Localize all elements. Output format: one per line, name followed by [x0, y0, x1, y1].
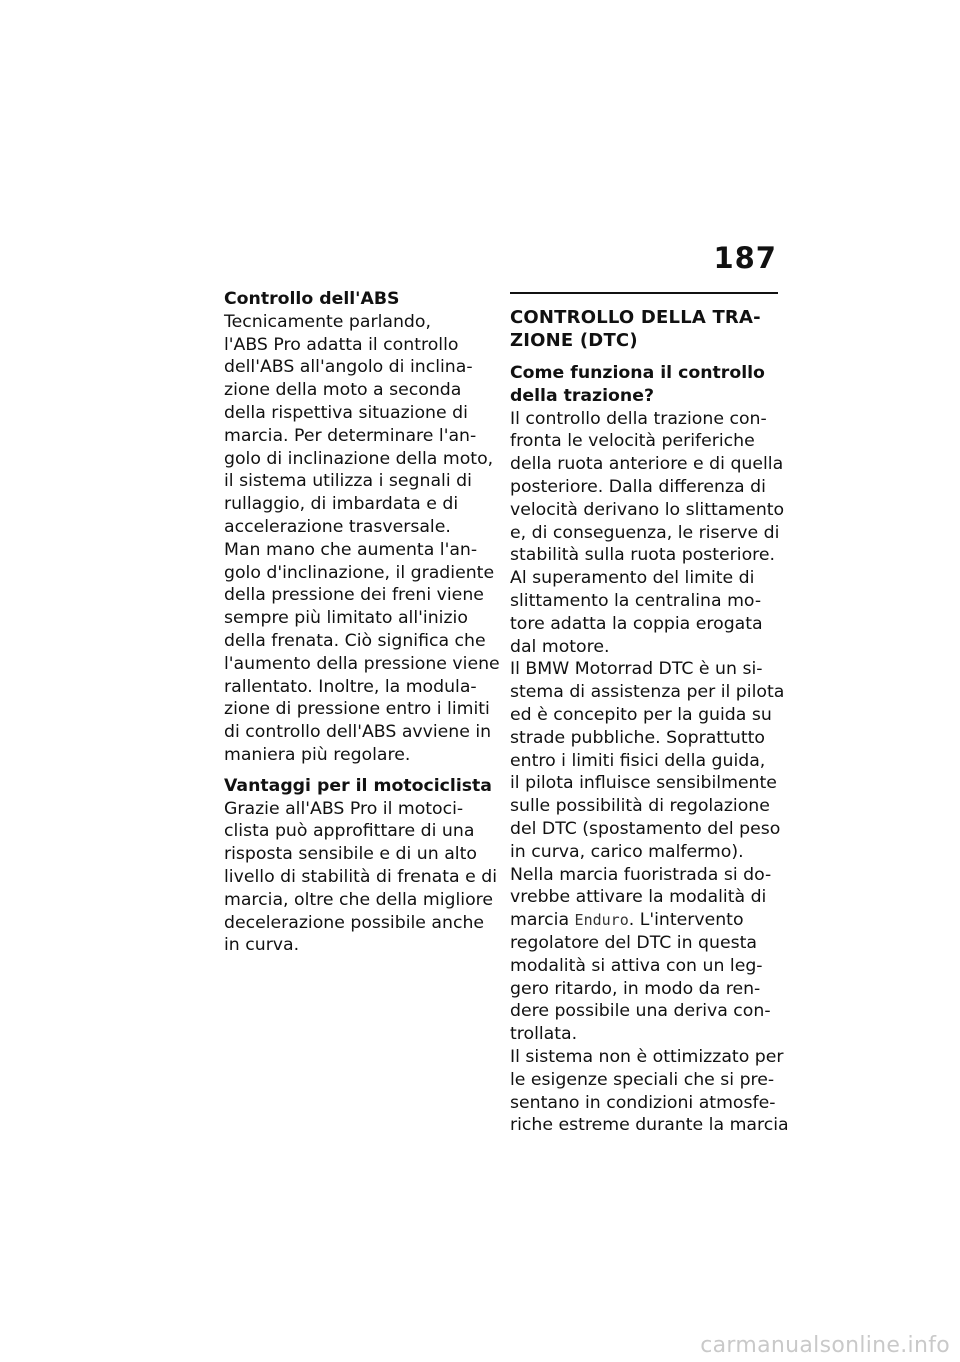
body-line: sempre più limitato all'inizio	[224, 608, 468, 629]
advantages-heading: Vantaggi per il motociclista	[224, 775, 492, 796]
body-line: il pilota influisce sensibilmente	[510, 773, 777, 794]
right-column	[510, 288, 789, 1137]
how-it-works-heading-line-1: Come funziona il controllo	[510, 363, 765, 383]
body-line: Man mano che aumenta l'an-	[224, 539, 478, 560]
body-line: marcia, oltre che della migliore	[224, 889, 494, 910]
page-number: 187	[713, 241, 777, 275]
how-it-works-heading-line-2: della trazione?	[510, 385, 654, 406]
body-line: livello di stabilità di frenata e di	[224, 866, 497, 887]
section-title	[510, 306, 782, 352]
body-line: maniera più regolare.	[224, 744, 411, 765]
body-line: zione della moto a seconda	[224, 380, 462, 401]
body-line: gero ritardo, in modo da ren-	[510, 978, 761, 999]
body-line: l'aumento della pressione viene	[224, 653, 500, 674]
body-line: decelerazione possibile anche	[224, 912, 485, 933]
body-line: trollata.	[510, 1024, 578, 1045]
abs-control-body	[224, 311, 500, 767]
body-line: accelerazione trasversale.	[224, 516, 451, 537]
body-line: Il sistema non è ottimizzato per	[510, 1046, 784, 1067]
body-line: regolatore del DTC in questa	[510, 932, 757, 953]
dtc-mode-line	[510, 909, 782, 932]
enduro-mode-name: Enduro	[574, 911, 629, 930]
body-line: dell'ABS all'angolo di inclina-	[224, 357, 473, 378]
body-line: Grazie all'ABS Pro il motoci-	[224, 798, 464, 819]
body-line: golo di inclinazione della moto,	[224, 448, 494, 469]
site-watermark: carmanualsonline.info	[700, 1333, 950, 1358]
body-line: della ruota anteriore e di quella	[510, 454, 784, 475]
abs-control-section	[224, 288, 500, 767]
how-it-works-section	[510, 362, 789, 1137]
body-line: vrebbe attivare la modalità di	[510, 887, 767, 908]
body-line: della rispettiva situazione di	[224, 402, 468, 423]
body-line: della pressione dei freni viene	[224, 585, 484, 606]
body-line: tore adatta la coppia erogata	[510, 613, 763, 634]
dtc-body-part-1	[510, 408, 785, 910]
dtc-body-part-2	[510, 932, 789, 1137]
body-line: Il BMW Motorrad DTC è un si-	[510, 659, 763, 680]
left-column	[224, 288, 500, 957]
body-line: fronta le velocità periferiche	[510, 431, 755, 452]
body-line: rullaggio, di imbardata e di	[224, 494, 459, 515]
body-line: entro i limiti fisici della guida,	[510, 750, 766, 771]
body-line: del DTC (spostamento del peso	[510, 818, 781, 839]
section-title-line-1: CONTROLLO DELLA TRA-	[510, 307, 761, 328]
body-line: della frenata. Ciò significa che	[224, 630, 486, 651]
body-line: in curva, carico malfermo).	[510, 841, 744, 862]
abs-control-heading: Controllo dell'ABS	[224, 289, 400, 309]
body-line: stema di assistenza per il pilota	[510, 682, 785, 703]
body-line: golo d'inclinazione, il gradiente	[224, 562, 495, 583]
body-line: l'ABS Pro adatta il controllo	[224, 334, 459, 355]
body-line: il sistema utilizza i segnali di	[224, 471, 472, 492]
body-line: marcia. Per determinare l'an-	[224, 425, 477, 446]
body-line: in curva.	[224, 935, 300, 956]
body-line: Il controllo della trazione con-	[510, 408, 767, 429]
advantages-section	[224, 775, 496, 957]
body-line: rallentato. Inoltre, la modula-	[224, 676, 477, 697]
advantages-body	[224, 798, 496, 958]
body-line: risposta sensibile e di un alto	[224, 844, 477, 865]
section-rule	[510, 292, 778, 294]
dtc-mode-prefix: marcia	[510, 910, 575, 931]
section-title-line-2: ZIONE (DTC)	[510, 330, 638, 351]
body-line: le esigenze speciali che si pre-	[510, 1069, 775, 1090]
body-line: dal motore.	[510, 636, 610, 657]
body-line: Nella marcia fuoristrada si do-	[510, 864, 772, 885]
body-line: clista può approfittare di una	[224, 821, 475, 842]
body-line: sulle possibilità di regolazione	[510, 796, 770, 817]
body-line: strade pubbliche. Soprattutto	[510, 727, 765, 748]
body-line: velocità derivano lo slittamento	[510, 499, 785, 520]
body-line: sentano in condizioni atmosfe-	[510, 1092, 776, 1113]
body-line: stabilità sulla ruota posteriore.	[510, 545, 776, 566]
body-line: di controllo dell'ABS avviene in	[224, 722, 492, 743]
body-line: ed è concepito per la guida su	[510, 704, 772, 725]
dtc-mode-suffix: . L'intervento	[628, 910, 744, 931]
body-line: zione di pressione entro i limiti	[224, 699, 490, 720]
body-line: riche estreme durante la marcia	[510, 1115, 789, 1136]
body-line: Tecnicamente parlando,	[224, 311, 431, 332]
body-line: posteriore. Dalla differenza di	[510, 476, 766, 497]
body-line: e, di conseguenza, le riserve di	[510, 522, 780, 543]
body-line: Al superamento del limite di	[510, 568, 755, 589]
body-line: slittamento la centralina mo-	[510, 590, 762, 611]
body-line: modalità si attiva con un leg-	[510, 955, 763, 976]
body-line: dere possibile una deriva con-	[510, 1001, 771, 1022]
